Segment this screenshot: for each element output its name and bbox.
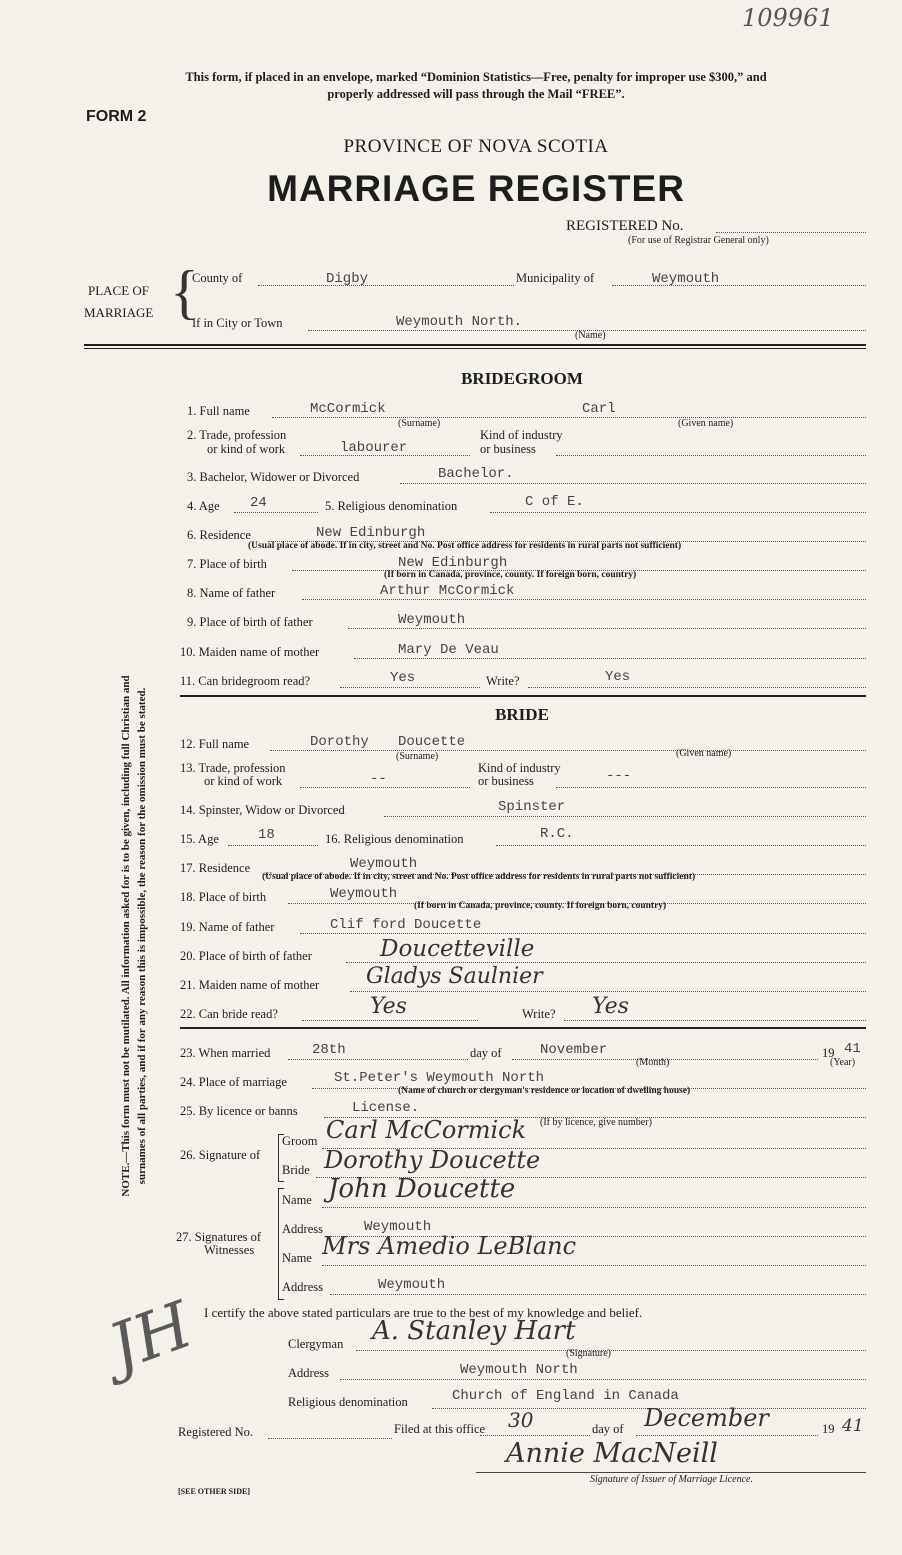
bride-f13-label-b: or kind of work	[204, 774, 283, 788]
filing-day-of-label: day of	[592, 1422, 624, 1436]
groom-father-birthplace: Weymouth	[398, 612, 466, 628]
see-other-side: [SEE OTHER SIDE]	[178, 1487, 251, 1496]
municipality-label: Municipality of	[516, 271, 595, 285]
bride-f22-label: 22. Can bride read?	[180, 1007, 278, 1021]
marriage-f24-label: 24. Place of marriage	[180, 1075, 287, 1089]
clergyman-address: Weymouth North	[460, 1362, 578, 1378]
marriage-place: St.Peter's Weymouth North	[334, 1070, 545, 1086]
place-heading-1: PLACE OF	[88, 283, 150, 298]
groom-religion: C of E.	[525, 494, 584, 510]
bride-surname: Dorothy	[310, 734, 369, 750]
groom-birthplace: New Edinburgh	[398, 555, 508, 571]
marriage-f25-label: 25. By licence or banns	[180, 1104, 298, 1118]
bride-marriage-divider	[180, 1027, 866, 1029]
bride-can-read: Yes	[370, 994, 407, 1019]
marriage-day-of-label: day of	[470, 1046, 502, 1060]
side-note-line2: surnames of all parties, and if for any reason this is impossible, the reason for the omission must be stated.	[136, 687, 148, 1185]
bride-trade: --	[370, 771, 387, 787]
groom-bride-divider	[180, 695, 866, 697]
county-value: Digby	[326, 271, 369, 287]
groom-can-write: Yes	[605, 669, 631, 685]
bride-f15-label: 15. Age	[180, 832, 219, 846]
groom-surname: McCormick	[310, 401, 386, 417]
groom-status: Bachelor.	[438, 466, 514, 482]
filing-registered-label: Registered No.	[178, 1425, 253, 1439]
bride-father-birthplace: Doucetteville	[380, 936, 535, 962]
marriage-year-prefix: 19	[822, 1046, 835, 1060]
clergyman-denomination: Church of England in Canada	[452, 1388, 679, 1404]
groom-f8-label: 8. Name of father	[187, 586, 276, 600]
bride-industry-label-a: Kind of industry	[478, 761, 561, 775]
province-heading: PROVINCE OF NOVA SCOTIA	[343, 136, 609, 157]
groom-given-note: (Given name)	[678, 418, 734, 429]
marriage-f27-label-a: 27. Signatures of	[176, 1230, 262, 1244]
groom-mother: Mary De Veau	[398, 642, 499, 658]
groom-f9-label: 9. Place of birth of father	[187, 615, 313, 629]
bride-f14-label: 14. Spinster, Widow or Divorced	[180, 803, 345, 817]
place-heading-2: MARRIAGE	[84, 305, 154, 320]
marriage-year-note: (Year)	[830, 1057, 856, 1068]
groom-f5-label: 5. Religious denomination	[325, 499, 458, 513]
filing-year: 41	[842, 1416, 864, 1436]
marriage-place-note: (Name of church or clergyman's residence or location of dwelling house)	[398, 1086, 691, 1096]
groom-trade: labourer	[340, 440, 408, 456]
issuer-signature: Annie MacNeill	[506, 1438, 718, 1469]
groom-industry-label-b: or business	[480, 442, 536, 456]
bride-f21-label: 21. Maiden name of mother	[180, 978, 320, 992]
marriage-day: 28th	[312, 1042, 346, 1058]
groom-residence-note: (Usual place of abode. If in city, street and No. Post office address for residents in rural parts not sufficient)	[248, 541, 682, 551]
groom-residence: New Edinburgh	[316, 525, 426, 541]
margin-initials: JH	[99, 1288, 202, 1386]
registered-no-note: (For use of Registrar General only)	[628, 235, 769, 246]
bride-father: Clif ford Doucette	[330, 917, 482, 933]
groom-f4-label: 4. Age	[187, 499, 220, 513]
bride-f20-label: 20. Place of birth of father	[180, 949, 312, 963]
filing-month: December	[644, 1404, 769, 1432]
clergyman-label: Clergyman	[288, 1337, 344, 1351]
bride-signature-label: Bride	[282, 1163, 310, 1177]
bride-f16-label: 16. Religious denomination	[325, 832, 464, 846]
groom-f6-label: 6. Residence	[187, 528, 251, 542]
clergyman-denomination-label: Religious denomination	[288, 1395, 408, 1409]
marriage-f23-label: 23. When married	[180, 1046, 271, 1060]
groom-age: 24	[250, 495, 267, 511]
registered-no-label: REGISTERED No.	[566, 218, 684, 234]
bride-mother: Gladys Saulnier	[366, 964, 543, 989]
clergyman-signature-note: (Signature)	[566, 1348, 611, 1359]
filing-year-prefix: 19	[822, 1422, 835, 1436]
bride-f12-label: 12. Full name	[180, 737, 250, 751]
city-value: Weymouth North.	[396, 314, 523, 330]
groom-f10-label: 10. Maiden name of mother	[180, 645, 320, 659]
double-rule-top	[84, 344, 866, 346]
witness1-address: Weymouth	[364, 1219, 432, 1235]
marriage-month-note: (Month)	[636, 1057, 670, 1068]
bride-given-name: Doucette	[398, 734, 466, 750]
groom-father: Arthur McCormick	[380, 583, 515, 599]
bride-given-note: (Given name)	[676, 748, 732, 759]
clergyman-signature: A. Stanley Hart	[372, 1316, 576, 1346]
groom-surname-note: (Surname)	[398, 418, 441, 429]
postal-notice-line2: properly addressed will pass through the Mail “FREE”.	[327, 87, 625, 101]
witness1-address-label: Address	[282, 1222, 323, 1236]
bride-can-write: Yes	[592, 994, 629, 1019]
groom-write-label: Write?	[486, 674, 520, 688]
municipality-value: Weymouth	[652, 271, 720, 287]
filing-filed-label: Filed at this office	[394, 1422, 486, 1436]
filing-day: 30	[508, 1408, 534, 1432]
bride-status: Spinster	[498, 799, 566, 815]
marriage-f27-label-b: Witnesses	[204, 1243, 255, 1257]
witness1-name-label: Name	[282, 1193, 312, 1207]
certification-statement: I certify the above stated particulars are true to the best of my knowledge and belief.	[204, 1305, 643, 1320]
groom-birth-note: (If born in Canada, province, county. If foreign born, country)	[384, 570, 637, 580]
marriage-licence-note: (If by licence, give number)	[540, 1117, 652, 1128]
bride-f17-label: 17. Residence	[180, 861, 251, 875]
groom-f2-label-a: 2. Trade, profession	[187, 428, 287, 442]
witness2-address: Weymouth	[378, 1277, 446, 1293]
bride-residence-note: (Usual place of abode. If in city, street and No. Post office address for residents in rural parts not sufficient)	[262, 872, 696, 882]
witness1-signature: John Doucette	[328, 1174, 516, 1204]
page-title: MARRIAGE REGISTER	[267, 168, 685, 209]
registered-no-field	[716, 232, 866, 233]
form-label: FORM 2	[86, 108, 147, 125]
groom-can-read: Yes	[390, 670, 416, 686]
witness2-name-label: Name	[282, 1251, 312, 1265]
marriage-licence: License.	[352, 1100, 420, 1116]
bride-f13-label-a: 13. Trade, profession	[180, 761, 286, 775]
groom-f1-label: 1. Full name	[187, 404, 250, 418]
bride-heading: BRIDE	[495, 705, 549, 724]
bride-religion: R.C.	[540, 826, 574, 842]
bride-industry: ---	[606, 768, 632, 784]
bride-residence: Weymouth	[350, 856, 418, 872]
groom-given-name: Carl	[582, 401, 616, 417]
groom-f11-label: 11. Can bridegroom read?	[180, 674, 311, 688]
bride-write-label: Write?	[522, 1007, 556, 1021]
bride-birthplace: Weymouth	[330, 886, 398, 902]
place-brace: {	[170, 259, 199, 325]
side-note-line1: NOTE.—This form must not be mutilated. All information asked for is to be given, including full Christian and	[120, 675, 132, 1197]
bride-f19-label: 19. Name of father	[180, 920, 275, 934]
marriage-f26-label: 26. Signature of	[180, 1148, 261, 1162]
groom-industry-label-a: Kind of industry	[480, 428, 563, 442]
city-label: If in City or Town	[192, 316, 283, 330]
groom-signature-label: Groom	[282, 1134, 318, 1148]
postal-notice-line1: This form, if placed in an envelope, marked “Dominion Statistics—Free, penalty for improper use $300,” and	[185, 70, 767, 84]
marriage-month: November	[540, 1042, 608, 1058]
witness2-address-label: Address	[282, 1280, 323, 1294]
city-name-note: (Name)	[575, 330, 606, 341]
marriage-year: 41	[844, 1041, 861, 1057]
bride-birth-note: (If born in Canada, province, county. If foreign born, country)	[414, 901, 667, 911]
bride-f18-label: 18. Place of birth	[180, 890, 267, 904]
issuer-signature-note: Signature of Issuer of Marriage Licence.	[590, 1474, 753, 1485]
bride-age: 18	[258, 827, 275, 843]
witness2-signature: Mrs Amedio LeBlanc	[322, 1232, 577, 1260]
groom-f3-label: 3. Bachelor, Widower or Divorced	[187, 470, 360, 484]
bride-surname-note: (Surname)	[396, 751, 439, 762]
county-label: County of	[192, 271, 243, 285]
clergyman-address-label: Address	[288, 1366, 329, 1380]
groom-f2-label-b: or kind of work	[207, 442, 286, 456]
bride-signature: Dorothy Doucette	[324, 1146, 541, 1174]
bridegroom-heading: BRIDEGROOM	[461, 369, 583, 388]
groom-f7-label: 7. Place of birth	[187, 557, 267, 571]
bride-industry-label-b: or business	[478, 774, 534, 788]
groom-signature: Carl McCormick	[326, 1116, 527, 1144]
archive-number: 109961	[742, 4, 834, 32]
